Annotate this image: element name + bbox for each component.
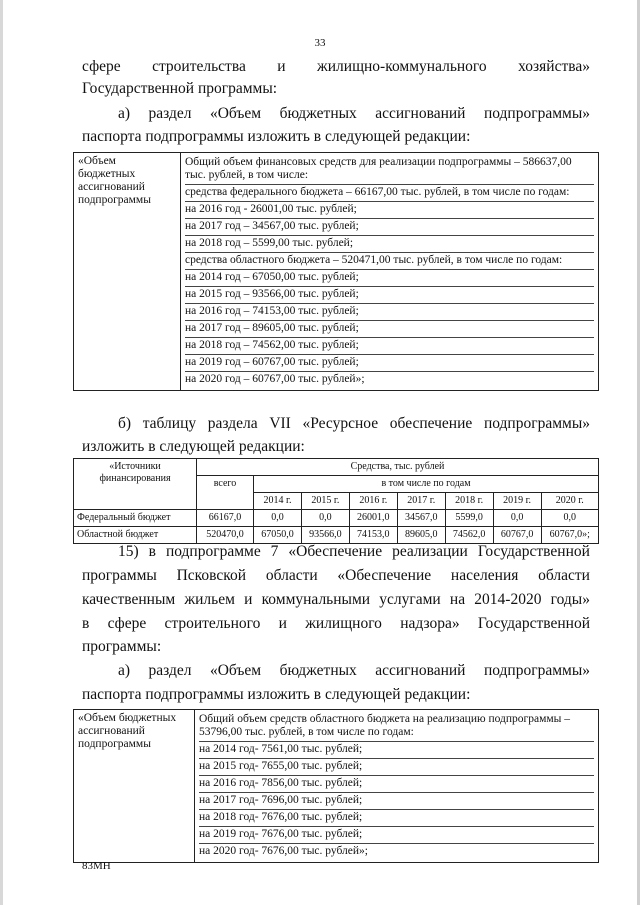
intro-line-2: Государственной программы: <box>82 80 278 97</box>
word: жилищно-коммунального <box>317 58 487 75</box>
passport-1-line: на 2017 год – 34567,00 тыс. рублей; <box>185 219 594 236</box>
passport-1-line: Общий объем финансовых средств для реализации подпрограммы – 586637,00 тыс. рублей, в том числе: <box>185 155 594 185</box>
passport-1-line: на 2019 год – 60767,00 тыс. рублей; <box>185 355 594 372</box>
word: ассигнований <box>375 662 466 679</box>
table-row <box>74 527 599 544</box>
word: обеспечение <box>389 415 473 432</box>
word: реализации <box>392 543 468 560</box>
word: раздела <box>207 415 258 432</box>
passport-table-1 <box>73 152 599 391</box>
year-header: 2016 г. <box>349 493 397 510</box>
item-a2-line-2: паспорта подпрограммы изложить в следующей редакции: <box>82 686 471 703</box>
page-number: 33 <box>314 37 326 49</box>
row-value: 60767,0 <box>493 527 541 544</box>
word: «Ресурсное <box>302 415 379 432</box>
item-15-line-4 <box>82 614 590 634</box>
row-value: 5599,0 <box>445 510 493 527</box>
scan-edge-left <box>0 0 3 905</box>
word: бюджетных <box>279 105 357 122</box>
word: строительства <box>152 58 246 75</box>
passport-1-line: на 2018 год – 5599,00 тыс. рублей; <box>185 236 594 253</box>
document-code: 83МН <box>82 860 111 872</box>
word: подпрограммы» <box>483 415 590 432</box>
row-value: 34567,0 <box>397 510 445 527</box>
year-header: 2017 г. <box>397 493 445 510</box>
year-header: 2020 г. <box>541 493 598 510</box>
total-header: всего <box>197 476 254 510</box>
word: программы <box>82 567 157 584</box>
word: б) <box>118 415 132 432</box>
item-15-line-3 <box>82 590 590 610</box>
word: 2014-2020 <box>474 591 542 608</box>
row-value: 0,0 <box>254 510 302 527</box>
word: а) <box>118 105 131 122</box>
funds-header: Средства, тыс. рублей <box>197 459 599 476</box>
passport-1-line: средства федерального бюджета – 66167,00 тыс. рублей, в том числе по годам: <box>185 185 594 202</box>
word: Государственной <box>477 543 590 560</box>
row-value: 74562,0 <box>445 527 493 544</box>
passport-2-line: на 2014 год- 7561,00 тыс. рублей; <box>199 742 594 759</box>
item-15-line-5: программы: <box>82 638 162 655</box>
word: в <box>148 543 156 560</box>
word: надзора» <box>400 615 460 632</box>
word: таблицу <box>142 415 197 432</box>
word: сфере <box>107 615 147 632</box>
row-value: 0,0 <box>493 510 541 527</box>
by-years-header: в том числе по годам <box>254 476 599 493</box>
word: «Объем <box>209 662 262 679</box>
word: строительного <box>164 615 261 632</box>
passport-2-line: на 2018 год- 7676,00 тыс. рублей; <box>199 810 594 827</box>
word: бюджетных <box>279 662 357 679</box>
row-value: 0,0 <box>541 510 598 527</box>
row-value: 89605,0 <box>397 527 445 544</box>
word: «Обеспечение <box>337 567 432 584</box>
item-a1-line-1 <box>118 104 590 124</box>
passport-table-2 <box>73 709 599 863</box>
word: «Объем <box>209 105 262 122</box>
source-header: «Источники финансирования <box>74 459 197 510</box>
row-value: 67050,0 <box>254 527 302 544</box>
passport-1-label: «Объем бюджетных ассигнований подпрограммы <box>74 153 181 391</box>
word: ассигнований <box>375 105 466 122</box>
passport-2-line: на 2015 год- 7655,00 тыс. рублей; <box>199 759 594 776</box>
word: а) <box>118 662 131 679</box>
word: на <box>449 591 466 608</box>
passport-2-line: на 2016 год- 7856,00 тыс. рублей; <box>199 776 594 793</box>
row-value: 26001,0 <box>349 510 397 527</box>
passport-2-line: Общий объем средств областного бюджета на реализацию подпрограммы – 53796,00 тыс. рублей, в том числе по годам: <box>199 712 594 742</box>
year-header: 2019 г. <box>493 493 541 510</box>
row-value: 74153,0 <box>349 527 397 544</box>
passport-1-line: на 2018 год – 74562,00 тыс. рублей; <box>185 338 594 355</box>
passport-1-content <box>181 153 599 391</box>
passport-1-line: на 2014 год – 67050,00 тыс. рублей; <box>185 270 594 287</box>
row-value: 60767,0»; <box>541 527 598 544</box>
word: коммунальными <box>261 591 371 608</box>
word: населения <box>450 567 519 584</box>
passport-1-line: на 2020 год – 60767,00 тыс. рублей»; <box>185 373 365 385</box>
year-header: 2018 г. <box>445 493 493 510</box>
word: жильем <box>184 591 235 608</box>
passport-1-line: на 2016 год – 74153,00 тыс. рублей; <box>185 304 594 321</box>
item-a1-line-2: паспорта подпрограммы изложить в следующей редакции: <box>82 128 471 145</box>
word: хозяйства» <box>518 58 590 75</box>
year-header: 2015 г. <box>301 493 349 510</box>
passport-1-line: на 2015 год – 93566,00 тыс. рублей; <box>185 287 594 304</box>
row-value: 93566,0 <box>301 527 349 544</box>
word: области <box>538 567 590 584</box>
item-15-line-2 <box>82 566 590 586</box>
table-row <box>74 510 599 527</box>
passport-1-line: на 2017 год – 89605,00 тыс. рублей; <box>185 321 594 338</box>
passport-1-line: средства областного бюджета – 520471,00 тыс. рублей, в том числе по годам: <box>185 253 594 270</box>
word: и <box>277 58 286 75</box>
word: VII <box>269 415 291 432</box>
passport-1-line: на 2016 год - 26001,00 тыс. рублей; <box>185 202 594 219</box>
passport-2-line: на 2019 год- 7676,00 тыс. рублей; <box>199 827 594 844</box>
word: жилищного <box>305 615 382 632</box>
word: Псковской <box>176 567 247 584</box>
row-name: Федеральный бюджет <box>74 510 197 527</box>
intro-line-1 <box>82 57 590 77</box>
word: области <box>265 567 318 584</box>
word: и <box>244 591 253 608</box>
word: раздел <box>148 662 192 679</box>
word: 7 <box>270 543 279 560</box>
item-a2-line-1 <box>118 661 590 681</box>
passport-2-line: на 2020 год- 7676,00 тыс. рублей»; <box>199 845 368 857</box>
word: Государственной <box>477 615 590 632</box>
year-header: 2014 г. <box>254 493 302 510</box>
row-value: 0,0 <box>301 510 349 527</box>
row-total: 66167,0 <box>197 510 254 527</box>
financing-table <box>73 458 599 544</box>
word: услугами <box>379 591 441 608</box>
item-b-line-1 <box>118 414 590 434</box>
word: подпрограммы» <box>483 662 590 679</box>
item-b-line-2: изложить в следующей редакции: <box>82 438 305 455</box>
word: «Обеспечение <box>288 543 383 560</box>
word: в <box>82 615 90 632</box>
row-name: Областной бюджет <box>74 527 197 544</box>
word: подпрограммы» <box>483 105 590 122</box>
row-total: 520470,0 <box>197 527 254 544</box>
passport-2-label: «Объем бюджетных ассигнований подпрограммы <box>74 710 195 863</box>
word: качественным <box>82 591 176 608</box>
word: и <box>278 615 287 632</box>
word: 15) <box>118 543 139 560</box>
word: годы» <box>550 591 590 608</box>
word: раздел <box>148 105 192 122</box>
word: подпрограмме <box>165 543 261 560</box>
word: сфере <box>82 58 121 75</box>
passport-2-line: на 2017 год- 7696,00 тыс. рублей; <box>199 793 594 810</box>
passport-2-content <box>195 710 599 863</box>
item-15-line-1 <box>118 542 590 562</box>
